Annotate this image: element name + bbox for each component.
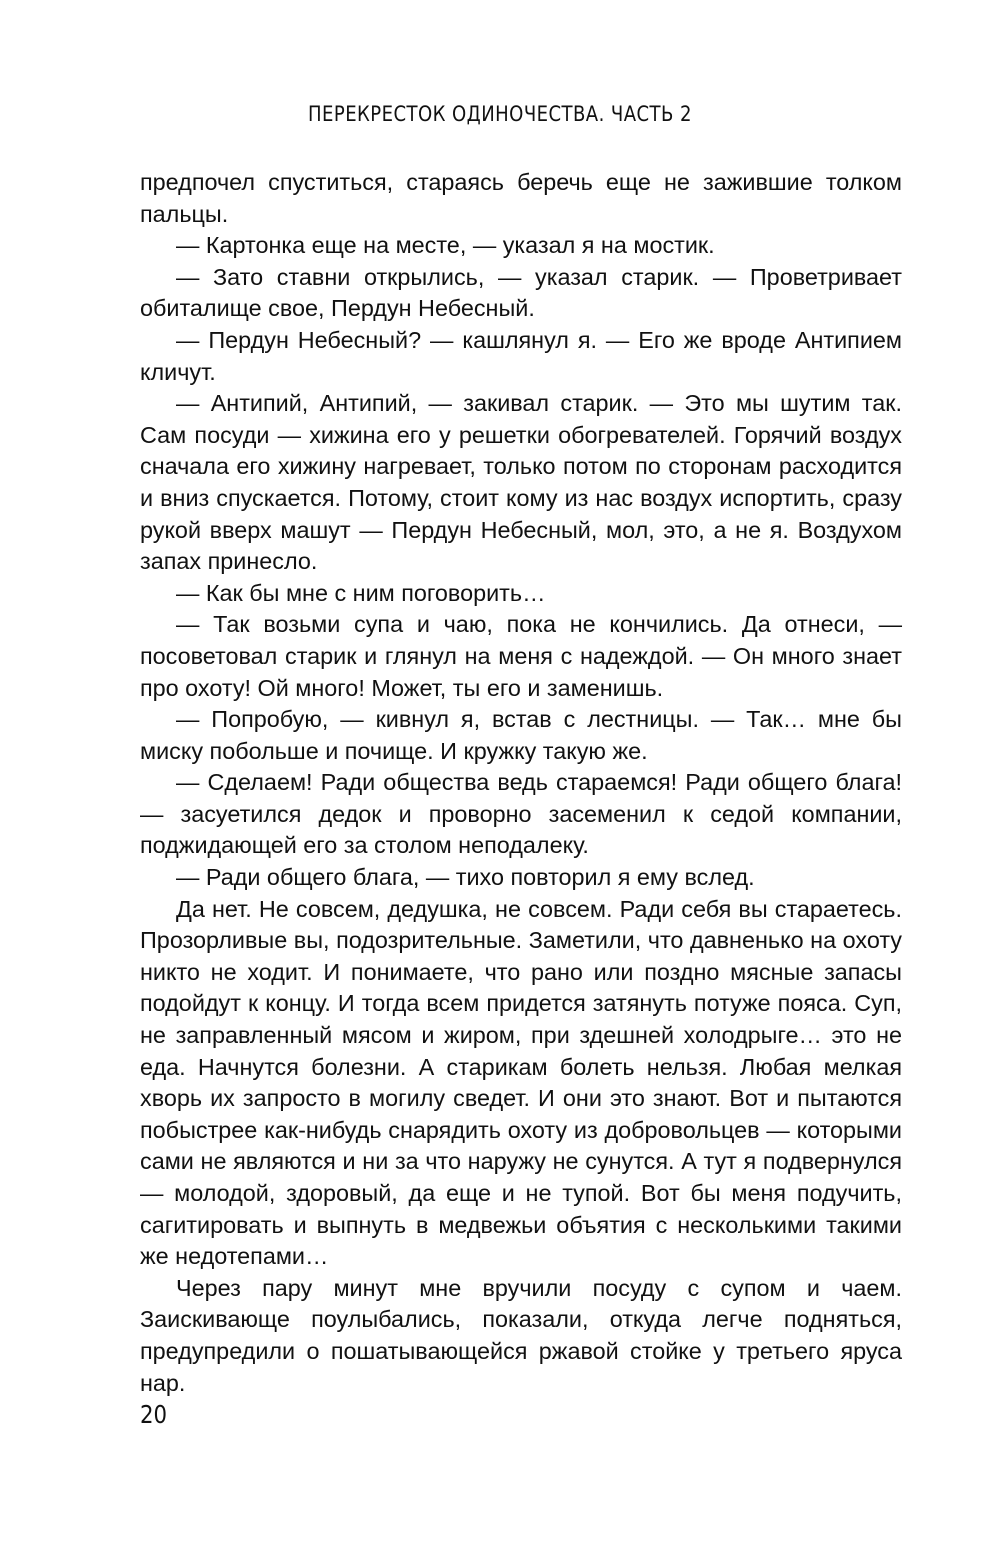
paragraph: Да нет. Не совсем, дедушка, не совсем. Ради себя вы стараетесь. Прозорливые вы, подозрительные. Заметили, что давненько на охоту никто не ходит. И понимаете, что рано или поздно мясные запасы подойдут к концу. И тогда всем придется затянуть потуже пояса. Суп, не заправленный мясом и жиром, при здешней холодрыге… это не еда. Начнутся болезни. А старикам болеть нельзя. Любая мелкая хворь их запросто в могилу сведет. И они это знают. Вот и пытаются побыстрее как-нибудь снарядить охоту из добровольцев — которыми сами не являются и ни за что наружу не сунутся. А тут я подвернулся — молодой, здоровый, да еще и не тупой. Вот бы меня подучить, сагитировать и выпнуть в медвежьи объятия с несколькими такими же недотепами… <box>140 895 902 1270</box>
paragraph: — Картонка еще на месте, — указал я на мостик. <box>176 232 715 259</box>
running-head: ПЕРЕКРЕСТОК ОДИНОЧЕСТВА. ЧАСТЬ 2 <box>308 102 692 126</box>
paragraph: — Антипий, Антипий, — закивал старик. — Это мы шутим так. Сам посуди — хижина его у решетки обогревателей. Горячий воздух сначала его хижину нагревает, только потом по сторонам расходится и вниз спускается. Потому, стоит кому из нас воздух испортить, сразу рукой вверх машут — Пердун Небесный, мол, это, а не я. Воздухом запах принесло. <box>140 390 902 575</box>
paragraph: Через пару минут мне вручили посуду с супом и чаем. Заискивающе поулыбались, показали, откуда легче подняться, предупредили о пошатывающейся ржавой стойке у третьего яруса нар. <box>140 1274 902 1396</box>
paragraph: — Как бы мне с ним поговорить… <box>176 579 546 606</box>
paragraph: — Ради общего блага, — тихо повторил я ему вслед. <box>176 864 755 891</box>
page-number: 20 <box>140 1400 168 1429</box>
paragraph: — Так возьми супа и чаю, пока не кончились. Да отнеси, — посоветовал старик и глянул на меня с надеждой. — Он много знает про охоту! Ой много! Может, ты его и заменишь. <box>140 611 902 701</box>
paragraph: — Зато ставни открылись, — указал старик. — Проветривает обиталище свое, Пердун Небесный. <box>140 263 902 322</box>
body-text <box>140 167 902 1399</box>
paragraph: предпочел спуститься, стараясь беречь еще не зажившие толком пальцы. <box>140 169 902 227</box>
paragraph: — Сделаем! Ради общества ведь стараемся! Ради общего блага! — засуетился дедок и проворно засеменил к седой компании, поджидающей его за столом неподалеку. <box>140 769 902 859</box>
paragraph: — Пердун Небесный? — кашлянул я. — Его же вроде Антипием кличут. <box>140 326 902 385</box>
paragraph: — Попробую, — кивнул я, встав с лестницы. — Так… мне бы миску побольше и почище. И кружку такую же. <box>140 706 902 764</box>
